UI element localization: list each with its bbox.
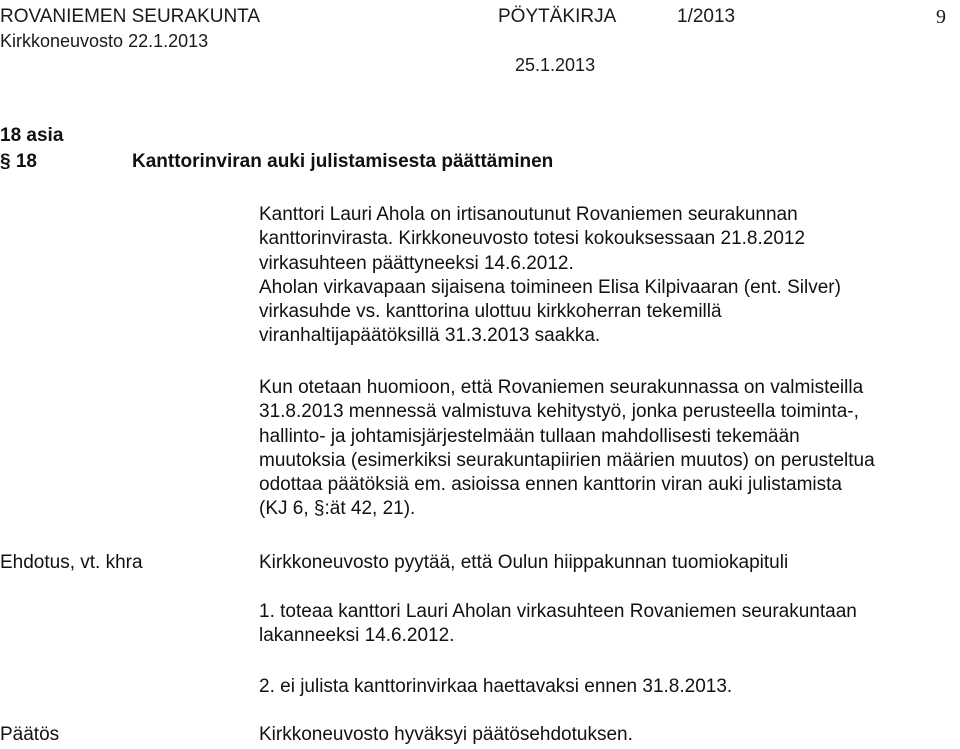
- paragraph-line: Kanttori Lauri Ahola on irtisanoutunut Rovaniemen seurakunnan: [259, 204, 798, 225]
- proposal-intro: Kirkkoneuvosto pyytää, että Oulun hiippakunnan tuomiokapituli: [259, 552, 789, 573]
- paragraph-reasoning: [259, 376, 875, 522]
- proposal-line: lakanneeksi 14.6.2012.: [259, 625, 455, 647]
- paragraph-line: odottaa päätöksiä em. asioissa ennen kanttorin viran auki julistamista: [259, 474, 842, 496]
- paragraph-line: viranhaltijapäätöksillä 31.3.2013 saakka.: [259, 325, 601, 347]
- proposal-label: Ehdotus, vt. khra: [0, 552, 143, 573]
- paragraph-line: muutoksia (esimerkiksi seurakuntapiirien määrien muutos) on perusteltua: [259, 449, 875, 471]
- minutes-date: 25.1.2013: [515, 55, 596, 75]
- decision-text: Kirkkoneuvosto hyväksyi päätösehdotuksen.: [259, 724, 633, 745]
- paragraph-line: Aholan virkavapaan sijaisena toimineen Elisa Kilpivaaran (ent. Silver): [259, 276, 841, 298]
- section-title: Kanttorinviran auki julistamisesta päättäminen: [132, 151, 554, 172]
- paragraph-line: virkasuhde vs. kanttorina ulottuu kirkkoherran tekemillä: [259, 301, 722, 323]
- paragraph-line: virkasuhteen päättyneeksi 14.6.2012.: [259, 252, 574, 274]
- section-heading: [0, 150, 37, 174]
- meeting-date: Kirkkoneuvosto 22.1.2013: [0, 31, 209, 51]
- proposal-line: 1. toteaa kanttori Lauri Aholan virkasuhteen Rovaniemen seurakuntaan: [259, 601, 857, 622]
- agenda-item-label: 18 asia: [0, 125, 64, 146]
- document-type: PÖYTÄKIRJA: [498, 6, 617, 27]
- paragraph-line: kanttorinvirasta. Kirkkoneuvosto totesi kokouksessaan 21.8.2012: [259, 228, 806, 250]
- paragraph-background: [259, 203, 841, 349]
- paragraph-line: hallinto- ja johtamisjärjestelmään tullaan mahdollisesti tekemään: [259, 425, 800, 447]
- paragraph-line: 31.8.2013 mennessä valmistuva kehitystyö, jonka perusteella toiminta-,: [259, 401, 859, 423]
- paragraph-line: (KJ 6, §:ät 42, 21).: [259, 498, 416, 520]
- organization-name: ROVANIEMEN SEURAKUNTA: [0, 6, 261, 27]
- paragraph-line: Kun otetaan huomioon, että Rovaniemen seurakunnassa on valmisteilla: [259, 377, 864, 398]
- section-number: 18: [15, 151, 37, 172]
- decision-label: Päätös: [0, 724, 60, 745]
- proposal-item-2: 2. ei julista kanttorinvirkaa haettavaksi ennen 31.8.2013.: [259, 676, 733, 697]
- document-number: 1/2013: [677, 6, 736, 27]
- proposal-item-1: [259, 600, 857, 649]
- section-symbol: §: [0, 151, 11, 172]
- page-number: 9: [936, 6, 946, 28]
